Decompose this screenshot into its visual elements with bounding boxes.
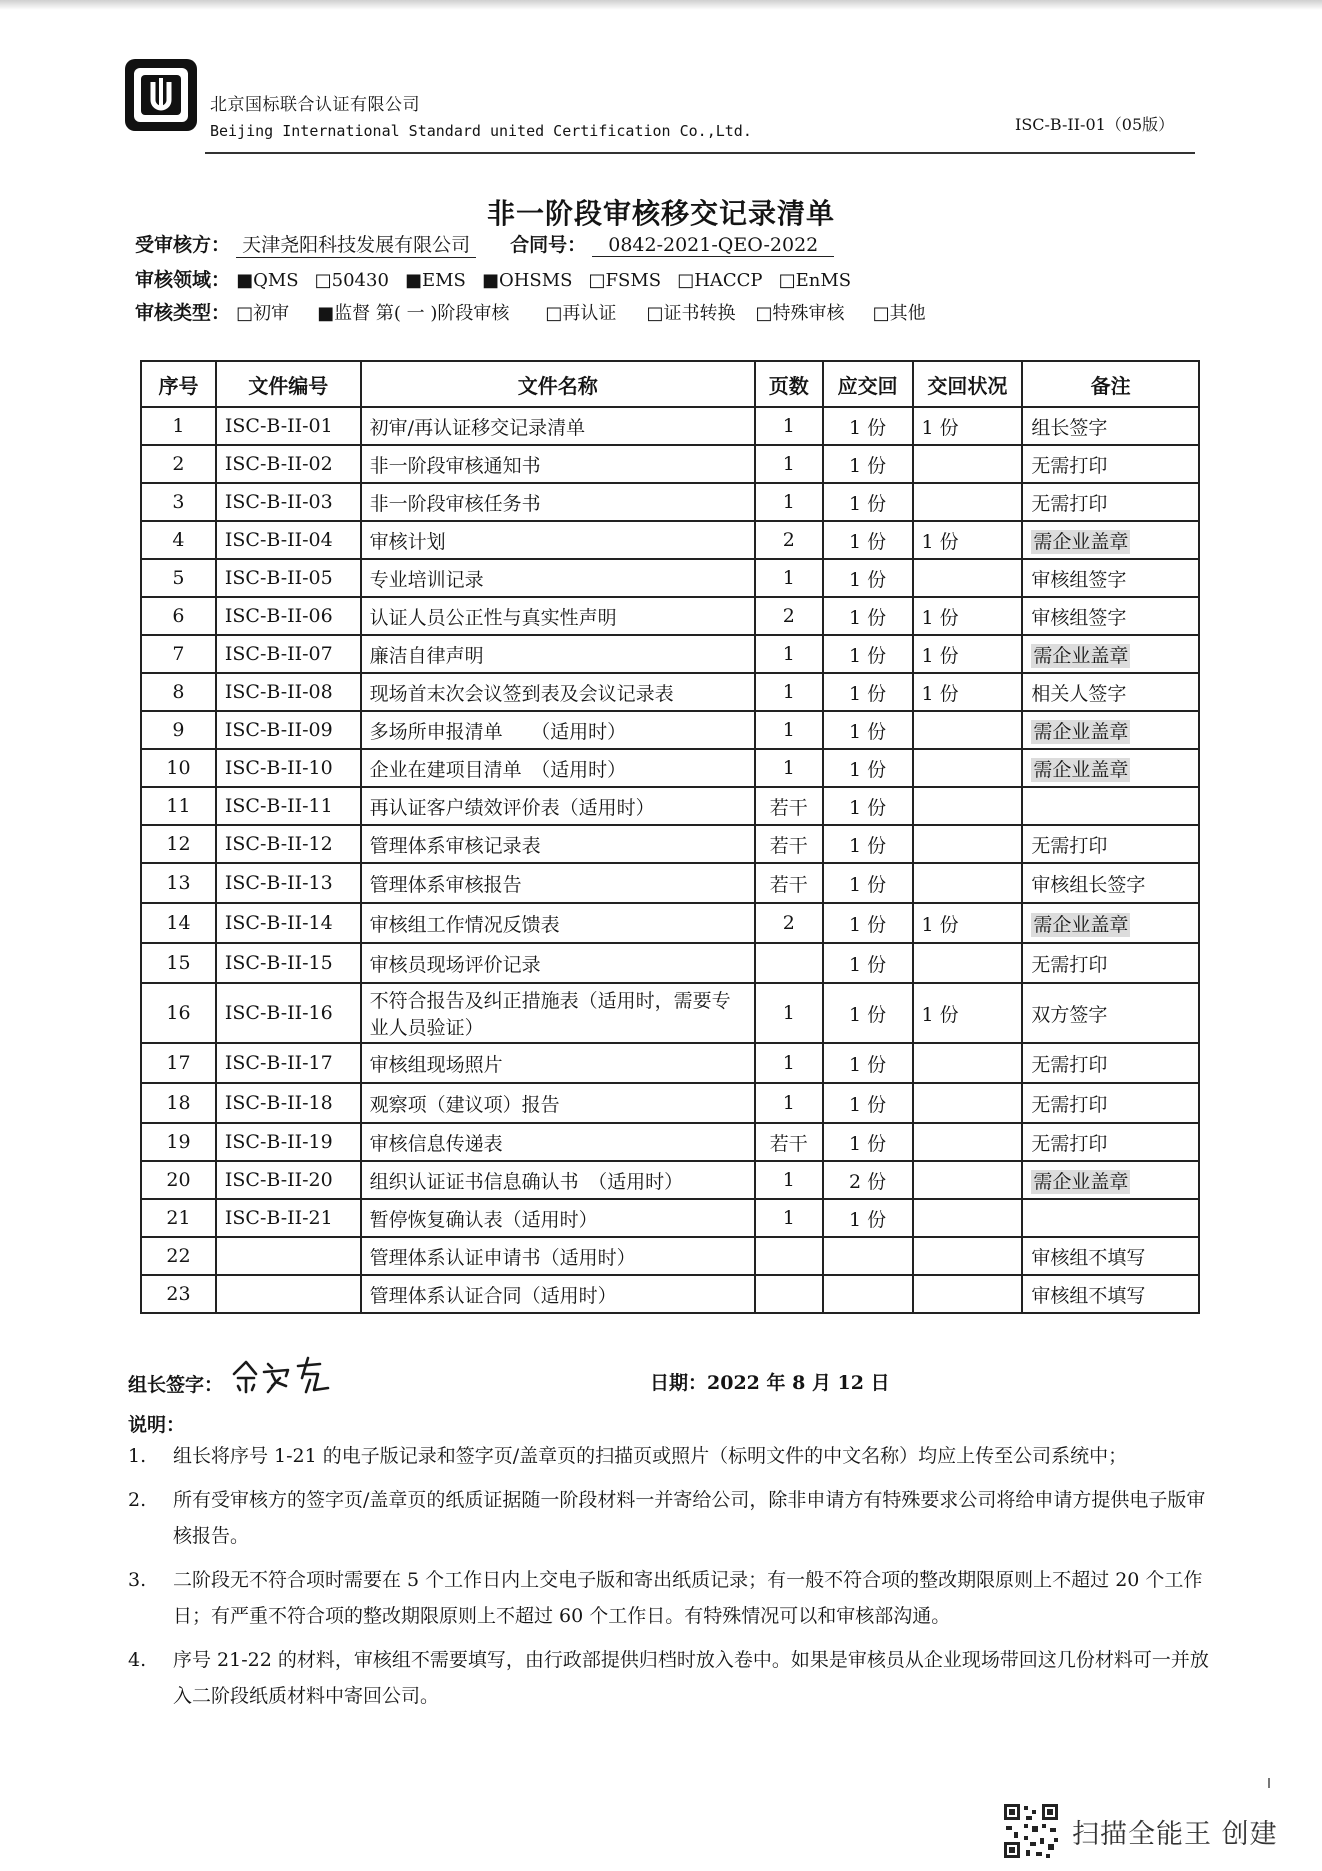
cell-returned: 1 份 <box>913 407 1023 445</box>
cell-file-name: 非一阶段审核通知书 <box>361 445 755 483</box>
cell-pages: 1 <box>755 983 823 1043</box>
table-row <box>141 521 1199 559</box>
contract-number: 0842-2021-QEO-2022 <box>592 234 834 257</box>
cell-due <box>823 1237 913 1275</box>
cell-no: 10 <box>141 749 216 787</box>
cell-file-name: 管理体系审核报告 <box>361 863 755 903</box>
cell-pages: 若干 <box>755 1123 823 1161</box>
cell-due: 1 份 <box>823 711 913 749</box>
cell-note <box>1022 1161 1199 1199</box>
cell-note: 审核组签字 <box>1022 559 1199 597</box>
type-option-recertification: □再认证 <box>545 303 617 324</box>
table-row <box>141 1083 1199 1123</box>
cell-returned: 1 份 <box>913 635 1023 673</box>
cell-note <box>1022 749 1199 787</box>
cell-note: 审核组不填写 <box>1022 1237 1199 1275</box>
table-row <box>141 559 1199 597</box>
cell-returned <box>913 863 1023 903</box>
col-header-name: 文件名称 <box>361 361 755 407</box>
note-item <box>128 1482 1213 1554</box>
cell-no: 7 <box>141 635 216 673</box>
company-name-cn: 北京国标联合认证有限公司 <box>210 95 420 115</box>
table-row <box>141 863 1199 903</box>
cell-file-code: ISC-B-II-13 <box>216 863 361 903</box>
col-header-code: 文件编号 <box>216 361 361 407</box>
cell-file-name: 管理体系审核记录表 <box>361 825 755 863</box>
cell-due: 1 份 <box>823 863 913 903</box>
cell-due: 1 份 <box>823 1199 913 1237</box>
table-row <box>141 983 1199 1043</box>
domain-option-fsms: □FSMS <box>588 270 662 291</box>
cell-file-name: 专业培训记录 <box>361 559 755 597</box>
stamp-required-note: 需企业盖章 <box>1033 758 1129 781</box>
cell-no: 3 <box>141 483 216 521</box>
cell-returned <box>913 825 1023 863</box>
cell-file-code: ISC-B-II-08 <box>216 673 361 711</box>
cell-file-name: 非一阶段审核任务书 <box>361 483 755 521</box>
audit-type-line <box>135 298 936 325</box>
note-number: 4. <box>128 1649 147 1671</box>
cell-pages: 1 <box>755 559 823 597</box>
leader-signature-image <box>228 1352 338 1398</box>
domain-option-haccp: □HACCP <box>677 270 763 291</box>
cell-returned <box>913 943 1023 983</box>
cell-file-code: ISC-B-II-02 <box>216 445 361 483</box>
cell-no: 15 <box>141 943 216 983</box>
cell-no: 9 <box>141 711 216 749</box>
audit-type-label: 审核类型： <box>135 302 231 324</box>
cell-pages <box>755 1237 823 1275</box>
cell-note <box>1022 787 1199 825</box>
cell-file-code: ISC-B-II-09 <box>216 711 361 749</box>
cell-file-name: 组织认证证书信息确认书 （适用时） <box>361 1161 755 1199</box>
cell-returned <box>913 1199 1023 1237</box>
cell-no: 19 <box>141 1123 216 1161</box>
cell-note: 无需打印 <box>1022 1123 1199 1161</box>
cell-returned <box>913 1161 1023 1199</box>
note-number: 2. <box>128 1489 147 1511</box>
cell-file-name: 认证人员公正性与真实性声明 <box>361 597 755 635</box>
cell-returned <box>913 445 1023 483</box>
client-line <box>135 230 834 258</box>
cell-pages: 2 <box>755 903 823 943</box>
stamp-required-note: 需企业盖章 <box>1033 913 1129 936</box>
cell-file-name: 审核信息传递表 <box>361 1123 755 1161</box>
cell-due: 1 份 <box>823 1123 913 1161</box>
cell-file-code: ISC-B-II-16 <box>216 983 361 1043</box>
company-logo-icon <box>122 56 200 134</box>
cell-file-name: 不符合报告及纠正措施表（适用时，需要专业人员验证） <box>361 983 755 1043</box>
cell-file-name: 暂停恢复确认表（适用时） <box>361 1199 755 1237</box>
cell-note: 审核组不填写 <box>1022 1275 1199 1313</box>
table-body <box>141 407 1199 1313</box>
qr-code-icon <box>1002 1802 1060 1860</box>
type-option-initial: □初审 <box>236 303 290 324</box>
type-option-other: □其他 <box>872 303 926 324</box>
cell-due: 2 份 <box>823 1161 913 1199</box>
cell-no: 13 <box>141 863 216 903</box>
leader-sign-label: 组长签字： <box>128 1374 224 1396</box>
cell-returned <box>913 559 1023 597</box>
cell-file-name: 企业在建项目清单 （适用时） <box>361 749 755 787</box>
cell-due: 1 份 <box>823 1083 913 1123</box>
cell-note: 双方签字 <box>1022 983 1199 1043</box>
cell-file-code: ISC-B-II-12 <box>216 825 361 863</box>
cell-file-name: 多场所申报清单 （适用时） <box>361 711 755 749</box>
cell-returned: 1 份 <box>913 903 1023 943</box>
note-text: 组长将序号 1-21 的电子版记录和签字页/盖章页的扫描页或照片（标明文件的中文名称）均应上传至公司系统中； <box>173 1445 1128 1467</box>
cell-file-code: ISC-B-II-17 <box>216 1043 361 1083</box>
col-header-due: 应交回 <box>823 361 913 407</box>
cell-due: 1 份 <box>823 903 913 943</box>
cell-due: 1 份 <box>823 483 913 521</box>
cell-due: 1 份 <box>823 673 913 711</box>
cell-file-code: ISC-B-II-10 <box>216 749 361 787</box>
cell-note <box>1022 903 1199 943</box>
cell-pages: 1 <box>755 1199 823 1237</box>
cell-no: 16 <box>141 983 216 1043</box>
cell-returned <box>913 1043 1023 1083</box>
cell-note: 无需打印 <box>1022 1043 1199 1083</box>
cell-file-code: ISC-B-II-07 <box>216 635 361 673</box>
cell-returned <box>913 1083 1023 1123</box>
cell-due: 1 份 <box>823 983 913 1043</box>
cell-pages: 2 <box>755 597 823 635</box>
company-name-en: Beijing International Standard united Certification Co.,Ltd. <box>210 122 752 140</box>
audit-domain-line <box>135 265 861 292</box>
cell-note: 无需打印 <box>1022 445 1199 483</box>
cell-no: 1 <box>141 407 216 445</box>
domain-option-qms: ■QMS <box>236 270 299 291</box>
domain-option-enms: □EnMS <box>778 270 852 291</box>
cell-due: 1 份 <box>823 635 913 673</box>
table-row <box>141 1237 1199 1275</box>
table-row <box>141 1043 1199 1083</box>
table-row <box>141 903 1199 943</box>
handover-table <box>140 360 1200 1314</box>
cell-file-code: ISC-B-II-18 <box>216 1083 361 1123</box>
stamp-required-note: 需企业盖章 <box>1033 1170 1129 1193</box>
cell-file-code: ISC-B-II-11 <box>216 787 361 825</box>
note-text: 所有受审核方的签字页/盖章页的纸质证据随一阶段材料一并寄给公司，除非申请方有特殊要求公司将给申请方提供电子版审核报告。 <box>173 1489 1206 1547</box>
domain-option-ohsms: ■OHSMS <box>481 270 573 291</box>
cell-file-code: ISC-B-II-01 <box>216 407 361 445</box>
cell-returned <box>913 711 1023 749</box>
table-header-row <box>141 361 1199 407</box>
header-divider <box>205 152 1195 154</box>
cell-pages: 2 <box>755 521 823 559</box>
cell-note: 无需打印 <box>1022 825 1199 863</box>
cell-pages: 1 <box>755 445 823 483</box>
table-row <box>141 483 1199 521</box>
cell-no: 21 <box>141 1199 216 1237</box>
cell-file-code <box>216 1275 361 1313</box>
cell-no: 12 <box>141 825 216 863</box>
cell-file-name: 管理体系认证申请书（适用时） <box>361 1237 755 1275</box>
cell-no: 5 <box>141 559 216 597</box>
cell-due: 1 份 <box>823 559 913 597</box>
domain-option-ems: ■EMS <box>404 270 466 291</box>
cell-due: 1 份 <box>823 943 913 983</box>
cell-note: 相关人签字 <box>1022 673 1199 711</box>
note-item <box>128 1562 1213 1634</box>
cell-file-name: 审核员现场评价记录 <box>361 943 755 983</box>
cell-due: 1 份 <box>823 407 913 445</box>
document-title: 非一阶段审核移交记录清单 <box>486 197 835 230</box>
client-label: 受审核方： <box>135 234 231 256</box>
scanner-watermark: 扫描全能王 创建 <box>1072 1819 1278 1850</box>
cell-file-code: ISC-B-II-21 <box>216 1199 361 1237</box>
cell-file-name: 现场首末次会议签到表及会议记录表 <box>361 673 755 711</box>
cell-no: 23 <box>141 1275 216 1313</box>
cell-file-name: 审核组工作情况反馈表 <box>361 903 755 943</box>
cell-no: 14 <box>141 903 216 943</box>
cell-no: 2 <box>141 445 216 483</box>
cell-file-name: 观察项（建议项）报告 <box>361 1083 755 1123</box>
table-row <box>141 1161 1199 1199</box>
table-row <box>141 445 1199 483</box>
cell-returned: 1 份 <box>913 673 1023 711</box>
cell-note <box>1022 1199 1199 1237</box>
cell-pages: 1 <box>755 673 823 711</box>
cell-file-code: ISC-B-II-20 <box>216 1161 361 1199</box>
cell-file-name: 廉洁自律声明 <box>361 635 755 673</box>
table-row <box>141 673 1199 711</box>
cell-no: 22 <box>141 1237 216 1275</box>
sign-date: 日期：2022 年 8 月 12 日 <box>650 1372 890 1394</box>
cell-due: 1 份 <box>823 1043 913 1083</box>
cell-no: 20 <box>141 1161 216 1199</box>
table-row <box>141 407 1199 445</box>
cell-note <box>1022 635 1199 673</box>
cell-pages: 1 <box>755 1161 823 1199</box>
contract-label: 合同号： <box>510 234 587 256</box>
cell-file-name: 再认证客户绩效评价表（适用时） <box>361 787 755 825</box>
cell-no: 4 <box>141 521 216 559</box>
form-code: ISC-B-II-01（05版） <box>1015 115 1175 134</box>
cell-pages: 若干 <box>755 863 823 903</box>
cell-returned <box>913 1275 1023 1313</box>
cell-returned <box>913 787 1023 825</box>
table-row <box>141 711 1199 749</box>
notes-heading: 说明： <box>128 1414 186 1436</box>
type-option-transfer: □证书转换 <box>646 303 736 324</box>
cell-pages: 1 <box>755 711 823 749</box>
scan-mark <box>1268 1778 1270 1788</box>
table-row <box>141 597 1199 635</box>
cell-note: 审核组长签字 <box>1022 863 1199 903</box>
scan-edge-shadow <box>0 0 1322 10</box>
col-header-pages: 页数 <box>755 361 823 407</box>
note-item <box>128 1438 1213 1474</box>
cell-no: 17 <box>141 1043 216 1083</box>
audit-domain-label: 审核领域： <box>135 269 231 291</box>
cell-pages: 1 <box>755 1083 823 1123</box>
cell-note <box>1022 711 1199 749</box>
cell-file-name: 初审/再认证移交记录清单 <box>361 407 755 445</box>
cell-returned: 1 份 <box>913 521 1023 559</box>
notes-list <box>128 1438 1213 1722</box>
domain-option-50430: □50430 <box>314 270 389 291</box>
cell-file-name: 审核组现场照片 <box>361 1043 755 1083</box>
cell-returned <box>913 1123 1023 1161</box>
cell-pages <box>755 1275 823 1313</box>
cell-note: 审核组签字 <box>1022 597 1199 635</box>
note-text: 二阶段无不符合项时需要在 5 个工作日内上交电子版和寄出纸质记录；有一般不符合项的整改期限原则上不超过 20 个工作日；有严重不符合项的整改期限原则上不超过 60 个工作日。有特殊情况可以和审核部沟通。 <box>173 1569 1203 1627</box>
table-row <box>141 787 1199 825</box>
cell-due <box>823 1275 913 1313</box>
cell-file-code: ISC-B-II-05 <box>216 559 361 597</box>
note-number: 1. <box>128 1445 147 1467</box>
cell-file-code: ISC-B-II-04 <box>216 521 361 559</box>
table-row <box>141 1199 1199 1237</box>
table-row <box>141 635 1199 673</box>
cell-file-code: ISC-B-II-19 <box>216 1123 361 1161</box>
cell-pages: 1 <box>755 407 823 445</box>
cell-file-name: 管理体系认证合同（适用时） <box>361 1275 755 1313</box>
cell-file-code: ISC-B-II-14 <box>216 903 361 943</box>
cell-pages: 若干 <box>755 787 823 825</box>
cell-file-code: ISC-B-II-06 <box>216 597 361 635</box>
note-item <box>128 1642 1213 1714</box>
cell-file-code <box>216 1237 361 1275</box>
cell-note: 组长签字 <box>1022 407 1199 445</box>
table-row <box>141 1275 1199 1313</box>
note-text: 序号 21-22 的材料，审核组不需要填写，由行政部提供归档时放入卷中。如果是审核员从企业现场带回这几份材料可一并放入二阶段纸质材料中寄回公司。 <box>173 1649 1209 1707</box>
cell-due: 1 份 <box>823 749 913 787</box>
cell-pages: 若干 <box>755 825 823 863</box>
col-header-returned: 交回状况 <box>913 361 1023 407</box>
table-row <box>141 825 1199 863</box>
cell-note: 无需打印 <box>1022 483 1199 521</box>
stamp-required-note: 需企业盖章 <box>1033 720 1129 743</box>
cell-file-code: ISC-B-II-15 <box>216 943 361 983</box>
cell-returned: 1 份 <box>913 983 1023 1043</box>
table-row <box>141 749 1199 787</box>
cell-returned <box>913 1237 1023 1275</box>
note-number: 3. <box>128 1569 147 1591</box>
cell-no: 8 <box>141 673 216 711</box>
cell-file-code: ISC-B-II-03 <box>216 483 361 521</box>
cell-note <box>1022 521 1199 559</box>
type-option-special: □特殊审核 <box>755 303 845 324</box>
cell-no: 11 <box>141 787 216 825</box>
cell-due: 1 份 <box>823 521 913 559</box>
cell-note: 无需打印 <box>1022 1083 1199 1123</box>
cell-pages <box>755 943 823 983</box>
cell-no: 6 <box>141 597 216 635</box>
cell-due: 1 份 <box>823 825 913 863</box>
cell-due: 1 份 <box>823 787 913 825</box>
cell-note: 无需打印 <box>1022 943 1199 983</box>
col-header-no: 序号 <box>141 361 216 407</box>
cell-due: 1 份 <box>823 445 913 483</box>
stamp-required-note: 需企业盖章 <box>1033 644 1129 667</box>
cell-no: 18 <box>141 1083 216 1123</box>
table-row <box>141 943 1199 983</box>
cell-due: 1 份 <box>823 597 913 635</box>
cell-returned: 1 份 <box>913 597 1023 635</box>
table-row <box>141 1123 1199 1161</box>
client-name: 天津尧阳科技发展有限公司 <box>236 230 476 258</box>
col-header-note: 备注 <box>1022 361 1199 407</box>
cell-returned <box>913 749 1023 787</box>
cell-file-name: 审核计划 <box>361 521 755 559</box>
cell-pages: 1 <box>755 749 823 787</box>
cell-pages: 1 <box>755 1043 823 1083</box>
cell-returned <box>913 483 1023 521</box>
stamp-required-note: 需企业盖章 <box>1033 530 1129 553</box>
cell-pages: 1 <box>755 483 823 521</box>
type-option-surveillance: ■监督 第( 一 )阶段审核 <box>317 303 510 324</box>
cell-pages: 1 <box>755 635 823 673</box>
